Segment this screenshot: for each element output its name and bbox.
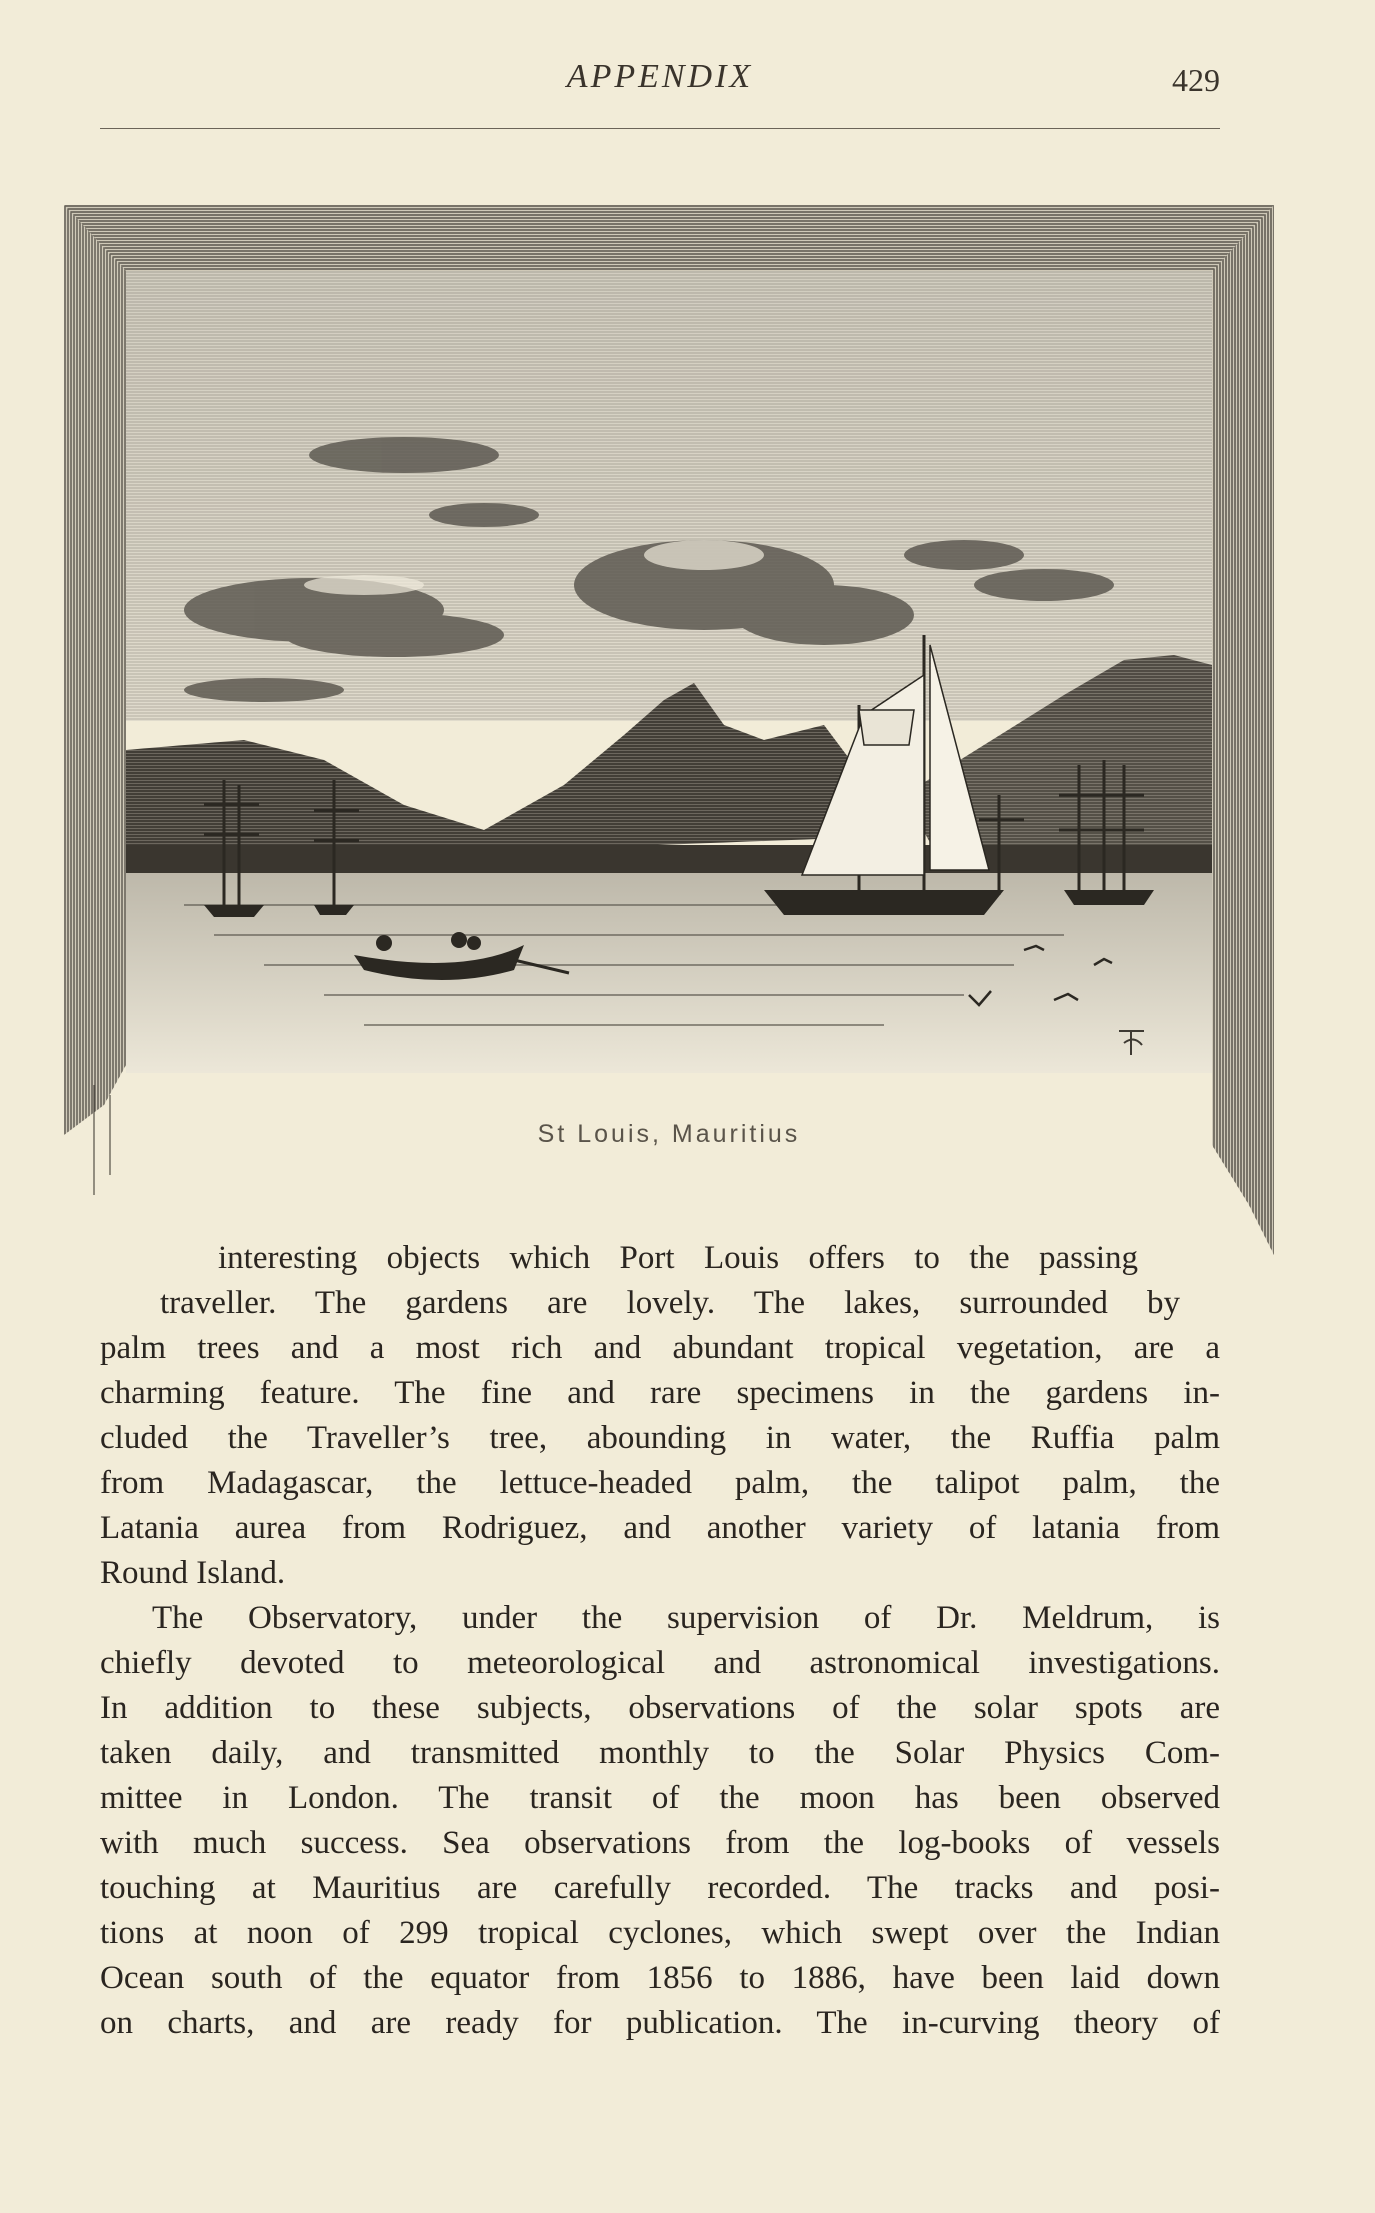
running-head (100, 58, 1220, 108)
running-title: APPENDIX (566, 58, 754, 95)
text-line: Round Island. (100, 1555, 286, 1591)
illustration-caption: St Louis, Mauritius (537, 1120, 801, 1148)
text-line: cluded the Traveller’s tree, abounding in water, the Ruffia palm (100, 1420, 1220, 1456)
text-line: mittee in London. The transit of the moon has been observed (100, 1780, 1220, 1816)
frame-right (1212, 205, 1274, 1255)
water (126, 873, 1212, 1073)
text-line: traveller. The gardens are lovely. The lakes, surrounded by (160, 1285, 1180, 1321)
page-number: 429 (1172, 62, 1220, 98)
frame-left (64, 205, 126, 1135)
text-line: on charts, and are ready for publication. The in-curving theory of (100, 2005, 1220, 2041)
harbour-engraving (64, 205, 1274, 1275)
text-line: In addition to these subjects, observations of the solar spots are (100, 1690, 1220, 1726)
frame-top (64, 205, 1274, 271)
body-text (100, 1236, 1220, 2046)
text-line: interesting objects which Port Louis offers to the passing (218, 1240, 1138, 1276)
text-line: Ocean south of the equator from 1856 to 1886, have been laid down (100, 1960, 1220, 1996)
text-line: palm trees and a most rich and abundant tropical vegetation, are a (100, 1330, 1220, 1366)
text-line: touching at Mauritius are carefully recorded. The tracks and posi- (100, 1870, 1220, 1906)
text-line: from Madagascar, the lettuce-headed palm, the talipot palm, the (100, 1465, 1220, 1501)
text-line: with much success. Sea observations from the log-books of vessels (100, 1825, 1220, 1861)
text-line: chiefly devoted to meteorological and astronomical investigations. (100, 1645, 1220, 1681)
shoreline (126, 845, 1212, 873)
text-line: tions at noon of 299 tropical cyclones, which swept over the Indian (100, 1915, 1220, 1951)
text-line: Latania aurea from Rodriguez, and another variety of latania from (100, 1510, 1220, 1546)
text-line: charming feature. The fine and rare specimens in the gardens in- (100, 1375, 1220, 1411)
engraving-illustration (64, 205, 1274, 1275)
text-line: The Observatory, under the supervision of Dr. Meldrum, is (152, 1600, 1220, 1636)
header-rule (100, 128, 1220, 129)
text-line: taken daily, and transmitted monthly to the Solar Physics Com- (100, 1735, 1220, 1771)
